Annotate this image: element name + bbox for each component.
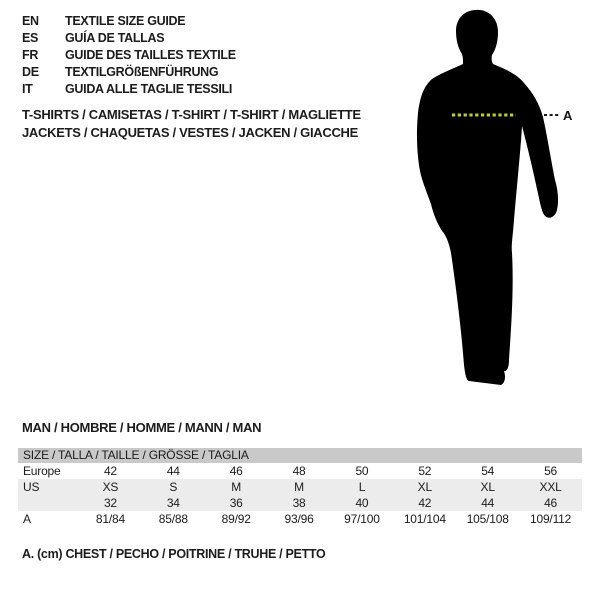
language-row-de (22, 64, 236, 81)
language-row-es (22, 30, 236, 47)
man-silhouette (405, 5, 580, 405)
size-cell: M (294, 480, 304, 494)
size-table (18, 448, 582, 527)
row-label: US (23, 480, 40, 494)
size-cell: 52 (418, 464, 432, 478)
size-cell: M (231, 480, 242, 494)
language-code: IT (22, 82, 33, 96)
language-row-en (22, 13, 236, 30)
size-cell: 101/104 (403, 512, 446, 526)
table-row-chest-cm (18, 511, 582, 527)
size-cell: XS (102, 480, 119, 494)
size-cell: 40 (355, 496, 369, 510)
language-label: TEXTILE SIZE GUIDE (65, 14, 186, 28)
size-cell: 36 (229, 496, 243, 510)
size-cell: 46 (229, 464, 243, 478)
row-label (18, 495, 79, 511)
size-cell: 97/100 (344, 512, 380, 526)
size-cell: 44 (481, 496, 495, 510)
size-cell: XL (480, 480, 495, 494)
size-cell: 85/88 (158, 512, 188, 526)
man-silhouette-shape (417, 10, 558, 385)
size-cell: 109/112 (530, 512, 572, 526)
size-cell: 93/96 (284, 512, 314, 526)
size-cell: 32 (103, 496, 117, 510)
size-cell: S (169, 480, 178, 494)
measure-label-a: A (563, 108, 573, 123)
language-row-it (22, 81, 236, 98)
table-row-us-letter (18, 479, 582, 495)
section-title-man: MAN / HOMBRE / HOMME / MANN / MAN (22, 420, 262, 435)
language-label: GUIDE DES TAILLES TEXTILE (65, 48, 236, 62)
size-cell: 42 (418, 496, 432, 510)
language-code: FR (22, 48, 39, 62)
size-cell: 46 (544, 496, 558, 510)
size-cell: 38 (292, 496, 306, 510)
size-cell: 89/92 (221, 512, 251, 526)
table-row-us-numeric (18, 495, 582, 511)
language-code: ES (22, 31, 39, 45)
size-cell: 44 (166, 464, 180, 478)
language-label: TEXTILGRÖßENFÜHRUNG (65, 65, 219, 79)
row-label: Europe (23, 464, 61, 478)
size-cell: 105/108 (466, 512, 509, 526)
size-cell: 48 (292, 464, 306, 478)
row-label: A (23, 512, 31, 526)
size-cell: 42 (103, 464, 117, 478)
size-cell: 56 (544, 464, 558, 478)
size-table-header: SIZE / TALLA / TAILLE / GRÖSSE / TAGLIA (18, 448, 582, 463)
size-cell: 54 (481, 464, 495, 478)
language-code: EN (22, 14, 39, 28)
category-jackets: JACKETS / CHAQUETAS / VESTES / JACKEN / GIACCHE (22, 125, 358, 140)
category-tshirts: T-SHIRTS / CAMISETAS / T-SHIRT / T-SHIRT / MAGLIETTE (22, 107, 361, 122)
language-row-fr (22, 47, 236, 64)
garment-categories (22, 106, 361, 142)
language-list (22, 13, 236, 98)
language-code: DE (22, 65, 39, 79)
language-label: GUIDA ALLE TAGLIE TESSILI (65, 82, 233, 96)
size-cell: XXL (539, 480, 562, 494)
size-cell: L (358, 480, 366, 494)
size-cell: XL (417, 480, 432, 494)
size-cell: 34 (166, 496, 180, 510)
language-label: GUÍA DE TALLAS (65, 31, 165, 45)
table-row-europe (18, 463, 582, 479)
size-cell: 50 (355, 464, 369, 478)
size-cell: 81/84 (95, 512, 125, 526)
measurement-footnote: A. (cm) CHEST / PECHO / POITRINE / TRUHE / PETTO (22, 547, 326, 561)
